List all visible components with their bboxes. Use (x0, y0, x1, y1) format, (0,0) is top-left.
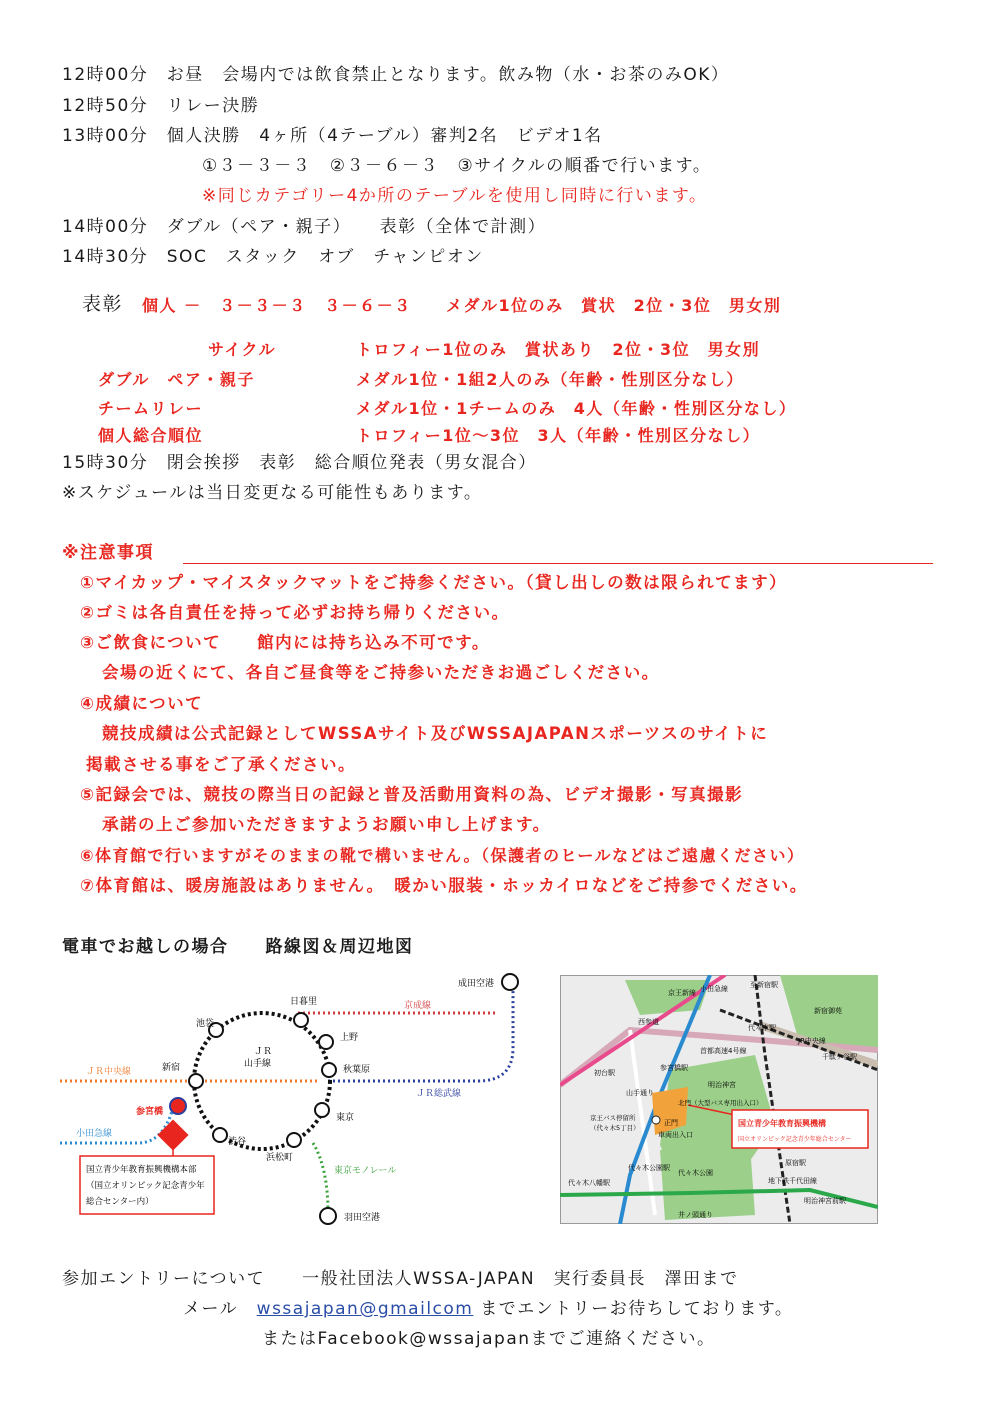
schedule-row-1200 (62, 64, 729, 86)
venue-label-1: 国立青少年教育振興機構 (738, 1119, 826, 1128)
notes-divider (183, 563, 933, 564)
mail-label: メール (183, 1299, 239, 1319)
label-monorail: 東京モノレール (334, 1166, 397, 1176)
label-shinjuku: 新宿 (162, 1063, 181, 1073)
schedule-text: 閉会挨拶 表彰 総合順位発表（男女混合） (166, 453, 537, 473)
award-category: ダブル ペア・親子 (98, 370, 255, 389)
label-tokyo: 東京 (336, 1113, 355, 1123)
label-jr: ＪＲ (254, 1047, 273, 1057)
station-nippori (294, 1013, 308, 1027)
note-5: ⑤記録会では、競技の際当日の記録と普及活動用資料の為、ビデオ撮影・写真撮影 (80, 785, 744, 804)
map-label: 千駄ケ谷駅 (822, 1053, 857, 1061)
note-4-detail-2: 掲載させる事をご了承ください。 (86, 755, 356, 774)
station-ueno (319, 1035, 333, 1049)
map-label: 車両出入口 (658, 1131, 693, 1139)
area-map (560, 975, 878, 1224)
award-category: 個人 － ３－３－３ ３－６－３ (142, 296, 412, 315)
schedule-text: リレー決勝 (166, 96, 260, 116)
award-detail: トロフィー1位～3位 3人（年齢・性別区分なし） (356, 426, 761, 445)
map-label: 代々木駅 (748, 1024, 776, 1032)
map-label: 代々木公園駅 (628, 1164, 670, 1172)
note-2: ②ゴミは各自責任を持って必ずお持ち帰りください。 (80, 603, 510, 622)
email-link[interactable]: wssajapan@gmailcom (256, 1299, 474, 1319)
map-label: 首都高速4号線 (700, 1047, 747, 1055)
station-narita (502, 974, 518, 990)
entry-line-3: またはFacebook@wssajapanまでご連絡ください。 (262, 1329, 716, 1349)
award-category: サイクル (208, 340, 277, 359)
map-label: 小田急線 (700, 985, 728, 993)
map-label: 原宿駅 (785, 1159, 806, 1167)
access-heading: 電車でお越しの場合 路線図＆周辺地図 (62, 937, 414, 957)
map-label: 正門 (664, 1119, 678, 1127)
map-label: 西参道 (638, 1018, 659, 1026)
label-odakyu: 小田急線 (76, 1129, 113, 1139)
final-order-line: ①３－３－３ ②３－６－３ ③サイクルの順番で行います。 (202, 156, 712, 176)
label-ikebukuro: 池袋 (196, 1019, 215, 1029)
note-6: ⑥体育館で行いますがそのままの靴で構いません。（保護者のヒールなどはご遠慮ください） (80, 846, 805, 865)
label-ueno: 上野 (340, 1033, 359, 1043)
monorail-line (313, 1143, 328, 1213)
schedule-row-1400 (62, 216, 546, 238)
schedule-row-1530 (62, 452, 537, 474)
mail-after: までエントリーお待ちしております。 (480, 1299, 794, 1319)
label-keisei: 京成線 (404, 1001, 432, 1011)
map-label: 初台駅 (594, 1069, 615, 1077)
award-category: 個人総合順位 (98, 426, 204, 445)
venue-box-line1: 国立青少年教育振興機構本部 (86, 1165, 197, 1175)
label-yamanote: 山手線 (244, 1059, 272, 1069)
station-sangubashi (170, 1098, 186, 1114)
map-label: JR中央線 (798, 1037, 826, 1045)
schedule-text: お昼 会場内では飲食禁止となります。飲み物（水・お茶のみOK） (166, 65, 730, 85)
station-shinjuku (189, 1074, 203, 1088)
schedule-text: 個人決勝 4ヶ所（4テーブル）審判2名 ビデオ1名 (166, 126, 603, 146)
schedule-time: 14時30分 (62, 247, 149, 267)
route-map (58, 968, 528, 1230)
map-label: 至新宿駅 (750, 981, 778, 989)
schedule-row-1250 (62, 95, 259, 117)
awards-heading: 表彰 (82, 293, 124, 315)
map-label: 京王バス停留所 (590, 1114, 636, 1122)
station-hamamatsucho (287, 1133, 301, 1147)
schedule-row-1300 (62, 125, 603, 147)
venue-box-line2: （国立オリンピック記念青少年 (86, 1181, 205, 1191)
map-label: 井ノ頭通り (678, 1211, 713, 1219)
map-label: 新宿御苑 (814, 1007, 842, 1015)
map-label: 山手通り (626, 1089, 654, 1097)
map-label: 明治神宮前駅 (804, 1197, 846, 1205)
notes-heading: ※注意事項 (62, 543, 155, 563)
entry-line-2 (183, 1298, 793, 1320)
note-3: ③ご飲食について 館内には持ち込み不可です。 (80, 633, 490, 652)
map-label: （代々木5丁目） (590, 1124, 640, 1132)
map-label: 北門（大型バス専用出入口） (678, 1099, 763, 1107)
map-label: 地下鉄千代田線 (768, 1177, 817, 1185)
note-5-detail: 承諾の上ご参加いただきますようお願い申し上げます。 (102, 815, 551, 834)
final-note-line: ※同じカテゴリー4か所のテーブルを使用し同時に行います。 (202, 186, 708, 206)
award-category: チームリレー (98, 399, 204, 418)
label-narita: 成田空港 (458, 979, 495, 989)
schedule-note: ※スケジュールは当日変更なる可能性もあります。 (62, 483, 483, 503)
map-label: 京王新線 (668, 989, 696, 997)
schedule-time: 15時30分 (62, 453, 149, 473)
map-label: 代々木公園 (678, 1169, 713, 1177)
venue-box-line3: 総合センター内） (86, 1197, 154, 1207)
note-4-detail-1: 競技成績は公式記録としてWSSAサイト及びWSSAJAPANスポーツスのサイトに (102, 724, 769, 743)
schedule-time: 12時00分 (62, 65, 149, 85)
label-sangubashi: 参宮橋 (136, 1107, 164, 1117)
schedule-text: SOC スタック オブ チャンピオン (166, 247, 484, 267)
label-nippori: 日暮里 (290, 997, 318, 1007)
map-label: 明治神宮 (708, 1081, 736, 1089)
station-haneda (320, 1208, 336, 1224)
venue-label-2: 国立オリンピック記念青少年総合センター (738, 1136, 852, 1143)
note-7: ⑦体育館は、暖房施設はありません。 暖かい服装・ホッカイロなどをご持参でください。 (80, 876, 808, 895)
schedule-time: 13時00分 (62, 126, 149, 146)
schedule-time: 12時50分 (62, 96, 149, 116)
note-1: ①マイカップ・マイスタックマットをご持参ください。（貸し出しの数は限られてます） (80, 573, 788, 592)
label-haneda: 羽田空港 (344, 1213, 381, 1223)
award-detail: メダル1位・1組2人のみ（年齢・性別区分なし） (356, 370, 744, 389)
label-akihabara: 秋葉原 (343, 1065, 371, 1075)
note-3-detail: 会場の近くにて、各自ご昼食等をご持参いただきお過ごしください。 (102, 663, 660, 682)
label-chuo: ＪＲ中央線 (86, 1067, 132, 1077)
label-shibuya: 渋谷 (228, 1137, 247, 1147)
station-shibuya (213, 1128, 227, 1142)
map-label: 参宮橋駅 (660, 1064, 688, 1072)
schedule-time: 14時00分 (62, 217, 149, 237)
park-yoyogi (660, 1145, 755, 1220)
award-detail: トロフィー1位のみ 賞状あり 2位・3位 男女別 (356, 340, 761, 359)
station-tokyo (315, 1103, 329, 1117)
label-sobu: ＪＲ総武線 (416, 1089, 462, 1099)
award-detail: メダル1位・1チームのみ 4人（年齢・性別区分なし） (356, 399, 797, 418)
schedule-text: ダブル（ペア・親子） 表彰（全体で計測） (166, 217, 547, 237)
map-label: 代々木八幡駅 (568, 1179, 610, 1187)
venue-marker (157, 1119, 188, 1150)
entry-line-1: 参加エントリーについて 一般社団法人WSSA-JAPAN 実行委員長 澤田まで (62, 1269, 739, 1289)
schedule-row-1430 (62, 246, 484, 268)
award-detail: メダル1位のみ 賞状 2位・3位 男女別 (446, 296, 782, 315)
station-akihabara (322, 1063, 336, 1077)
note-4: ④成績について (80, 694, 204, 713)
label-hamamatsucho: 浜松町 (266, 1153, 294, 1163)
